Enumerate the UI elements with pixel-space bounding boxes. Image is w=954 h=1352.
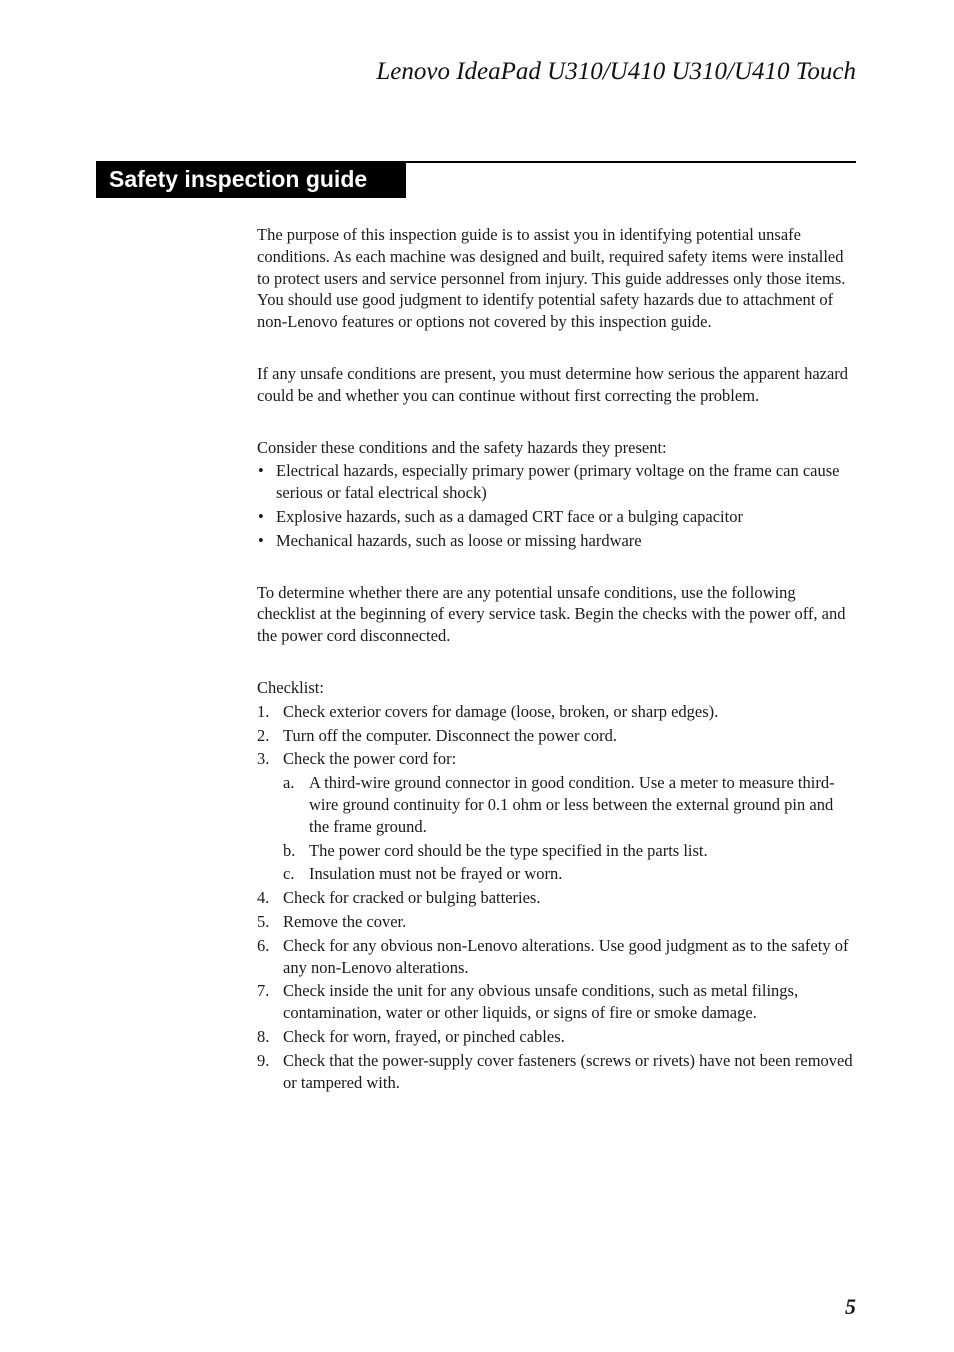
checklist-number: 9.	[257, 1050, 270, 1070]
intro-paragraph: The purpose of this inspection guide is to assist you in identifying potential unsafe conditions. As each machine was designed and built, required safety items were installed to protect users and service personnel from injury. This guide addresses only those items. You should use good judgment to identify potential safety hazards due to attachment of non-Lenovo features or options not covered by this inspection guide.	[257, 225, 846, 332]
checklist	[257, 701, 857, 1094]
checklist-text: Turn off the computer. Disconnect the power cord.	[283, 725, 618, 745]
checklist-number: 8.	[257, 1026, 270, 1046]
sublist-letter: a.	[283, 773, 295, 793]
checklist-number: 1.	[257, 701, 270, 721]
sublist-text: A third-wire ground connector in good condition. Use a meter to measure third-wire ground continuity for 0.1 ohm or less between the external ground pin and the frame ground.	[309, 773, 835, 836]
section-title: Safety inspection guide	[96, 161, 406, 198]
page-content	[257, 224, 857, 1095]
checklist-number: 6.	[257, 935, 270, 955]
checklist-item	[257, 1026, 857, 1048]
checklist-number: 2.	[257, 725, 270, 745]
checklist-item	[257, 980, 857, 1024]
checklist-item	[257, 1050, 857, 1094]
hazard-item: • Explosive hazards, such as a damaged CRT face or a bulging capacitor	[257, 506, 857, 528]
checklist-number: 3.	[257, 749, 270, 769]
checklist-text: Check that the power-supply cover fasteners (screws or rivets) have not been removed or tampered with.	[283, 1050, 853, 1092]
sublist-text: The power cord should be the type specified in the parts list.	[309, 840, 708, 860]
checklist-item	[257, 701, 857, 723]
checklist-text: Check exterior covers for damage (loose, broken, or sharp edges).	[283, 701, 719, 721]
hazard-item: • Mechanical hazards, such as loose or missing hardware	[257, 530, 857, 552]
checklist-text: Check for worn, frayed, or pinched cables.	[283, 1026, 565, 1046]
checklist-text: Check inside the unit for any obvious unsafe conditions, such as metal filings, contamination, water or other liquids, or signs of fire or smoke damage.	[283, 981, 799, 1023]
hazard-list	[257, 460, 857, 551]
checklist-text: Remove the cover.	[283, 911, 407, 931]
checklist-text: Check the power cord for:	[283, 749, 457, 769]
sublist-text: Insulation must not be frayed or worn.	[309, 864, 563, 884]
unsafe-conditions-paragraph: If any unsafe conditions are present, you must determine how serious the apparent hazard could be and whether you can continue without first correcting the problem.	[257, 363, 849, 405]
checklist-item	[257, 911, 857, 933]
hazard-item: • Electrical hazards, especially primary power (primary voltage on the frame can cause serious or fatal electrical shock)	[257, 460, 857, 504]
sublist-item	[283, 840, 857, 862]
checklist-label: Checklist:	[257, 677, 324, 697]
checklist-item	[257, 887, 857, 909]
page-number: 5	[845, 1294, 856, 1319]
checklist-item	[257, 725, 857, 747]
checklist-number: 4.	[257, 888, 270, 908]
checklist-item	[257, 935, 857, 979]
checklist-item	[257, 748, 857, 885]
determine-paragraph: To determine whether there are any potential unsafe conditions, use the following checklist at the beginning of every service task. Begin the checks with the power off, and the power cord disconnected.	[257, 582, 846, 646]
checklist-number: 7.	[257, 981, 270, 1001]
checklist-text: Check for any obvious non-Lenovo alterations. Use good judgment as to the safety of any non-Lenovo alterations.	[283, 935, 849, 977]
checklist-text: Check for cracked or bulging batteries.	[283, 888, 541, 908]
sublist-letter: c.	[283, 864, 295, 884]
running-header: Lenovo IdeaPad U310/U410 U310/U410 Touch	[376, 58, 856, 85]
sublist-item	[283, 772, 857, 837]
consider-paragraph: Consider these conditions and the safety hazards they present:	[257, 437, 667, 457]
power-cord-sublist	[283, 772, 857, 885]
sublist-item	[283, 863, 857, 885]
sublist-letter: b.	[283, 840, 296, 860]
checklist-number: 5.	[257, 911, 270, 931]
